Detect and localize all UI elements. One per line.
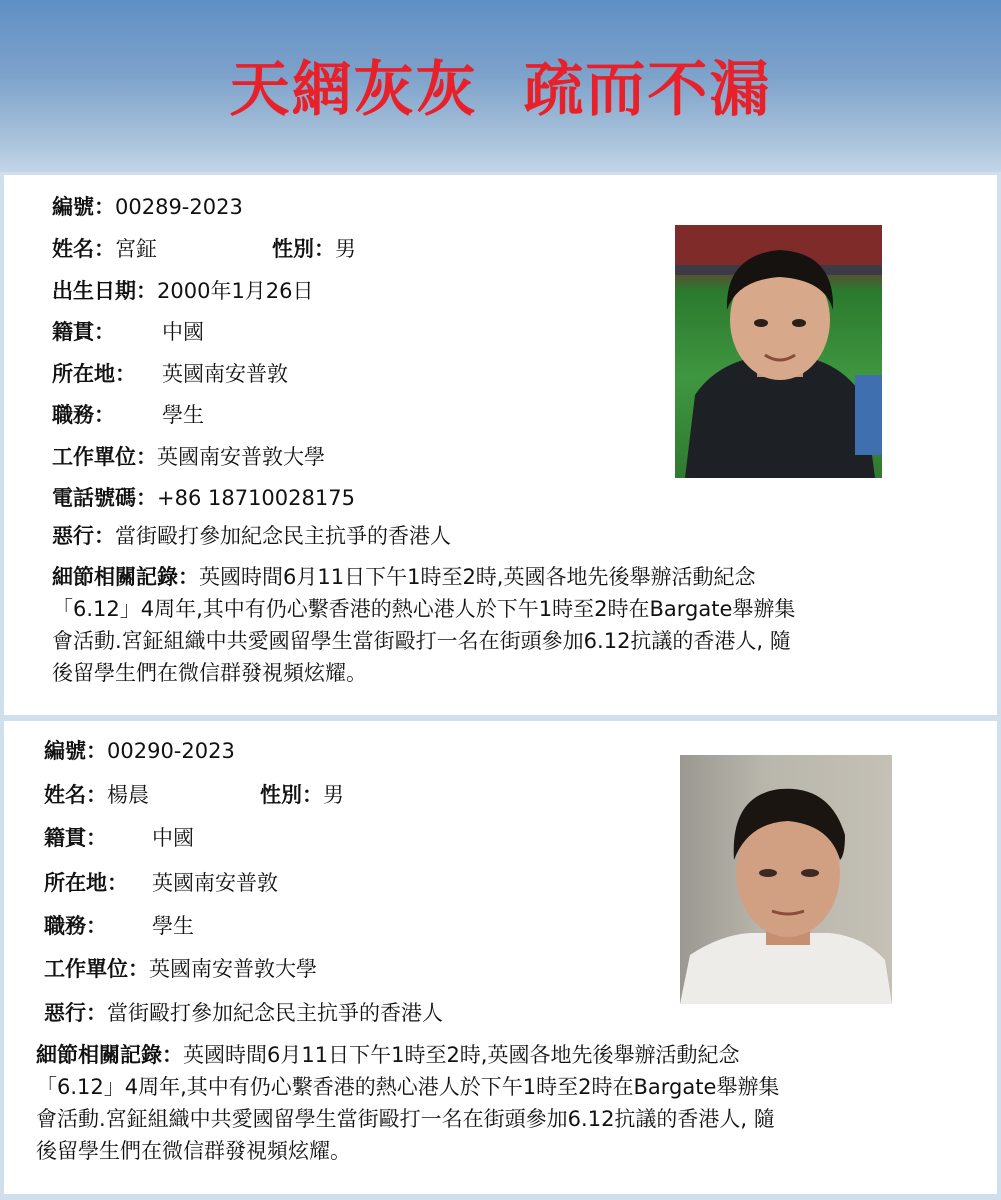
banner-title: 天網灰灰 疏而不漏 (229, 55, 772, 125)
person-photo-illustration (675, 225, 882, 478)
record-card-1 (4, 175, 997, 715)
profile-photo (675, 225, 882, 478)
detail-line: 英國時間6月11日下午1時至2時,英國各地先後舉辦活動紀念 (199, 565, 756, 589)
offense-label: 惡行： (52, 524, 115, 548)
origin-label: 籍貫： (44, 826, 107, 850)
employer-label: 工作單位： (52, 445, 157, 469)
offense-row (44, 999, 443, 1027)
job-value: 學生 (162, 403, 204, 427)
gender-label: 性別： (272, 237, 335, 261)
gender-label: 性別： (260, 783, 323, 807)
job-label: 職務： (44, 914, 107, 938)
name-label: 姓名： (52, 237, 115, 261)
employer-row (52, 443, 325, 471)
detail-line: 英國時間6月11日下午1時至2時,英國各地先後舉辦活動紀念 (183, 1043, 740, 1067)
name-value: 宮鉦 (115, 237, 157, 261)
id-value: 00289-2023 (115, 195, 243, 219)
origin-row (44, 824, 194, 852)
id-value: 00290-2023 (107, 739, 235, 763)
detail-block (36, 1039, 981, 1167)
employer-row (44, 955, 317, 983)
dob-row (52, 277, 314, 305)
phone-label: 電話號碼： (52, 486, 157, 510)
offense-value: 當街毆打參加紀念民主抗爭的香港人 (107, 1001, 443, 1025)
name-row (52, 235, 157, 263)
location-value: 英國南安普敦 (152, 871, 278, 895)
gender-row (272, 235, 356, 263)
gender-value: 男 (323, 783, 344, 807)
detail-line: 「6.12」4周年,其中有仍心繫香港的熱心港人於下午1時至2時在Bargate舉辦集 (52, 597, 796, 621)
gender-value: 男 (335, 237, 356, 261)
location-value: 英國南安普敦 (162, 362, 288, 386)
origin-value: 中國 (152, 826, 194, 850)
job-label: 職務： (52, 403, 115, 427)
origin-row (52, 318, 204, 346)
dob-label: 出生日期： (52, 279, 157, 303)
name-row (44, 781, 149, 809)
employer-value: 英國南安普敦大學 (157, 445, 325, 469)
person-photo-illustration (680, 755, 892, 1004)
job-row (52, 401, 204, 429)
employer-value: 英國南安普敦大學 (149, 957, 317, 981)
origin-value: 中國 (162, 320, 204, 344)
detail-label: 細節相關記錄： (52, 565, 199, 589)
location-label: 所在地： (52, 362, 136, 386)
location-row (52, 360, 288, 388)
profile-photo (680, 755, 892, 1004)
job-value: 學生 (152, 914, 194, 938)
location-label: 所在地： (44, 871, 128, 895)
name-value: 楊晨 (107, 783, 149, 807)
phone-value: +86 18710028175 (157, 486, 355, 510)
location-row (44, 869, 278, 897)
job-row (44, 912, 194, 940)
offense-value: 當街毆打參加紀念民主抗爭的香港人 (115, 524, 451, 548)
id-label: 編號： (44, 739, 107, 763)
id-label: 編號： (52, 195, 115, 219)
detail-line: 會活動.宮鉦組織中共愛國留學生當街毆打一名在街頭參加6.12抗議的香港人, 隨 (36, 1107, 775, 1131)
dob-value: 2000年1月26日 (157, 279, 314, 303)
offense-row (52, 522, 451, 550)
detail-line: 會活動.宮鉦組織中共愛國留學生當街毆打一名在街頭參加6.12抗議的香港人, 隨 (52, 629, 791, 653)
banner (0, 0, 1001, 172)
detail-label: 細節相關記錄： (36, 1043, 183, 1067)
detail-line: 「6.12」4周年,其中有仍心繫香港的熱心港人於下午1時至2時在Bargate舉辦集 (36, 1075, 780, 1099)
detail-line: 後留學生們在微信群發視頻炫耀。 (36, 1139, 351, 1163)
name-label: 姓名： (44, 783, 107, 807)
record-card-2 (4, 721, 997, 1194)
offense-label: 惡行： (44, 1001, 107, 1025)
record-id-row (52, 193, 243, 221)
employer-label: 工作單位： (44, 957, 149, 981)
detail-line: 後留學生們在微信群發視頻炫耀。 (52, 661, 367, 685)
origin-label: 籍貫： (52, 320, 115, 344)
record-id-row (44, 737, 235, 765)
detail-block (52, 561, 997, 689)
gender-row (260, 781, 344, 809)
phone-row (52, 484, 355, 512)
